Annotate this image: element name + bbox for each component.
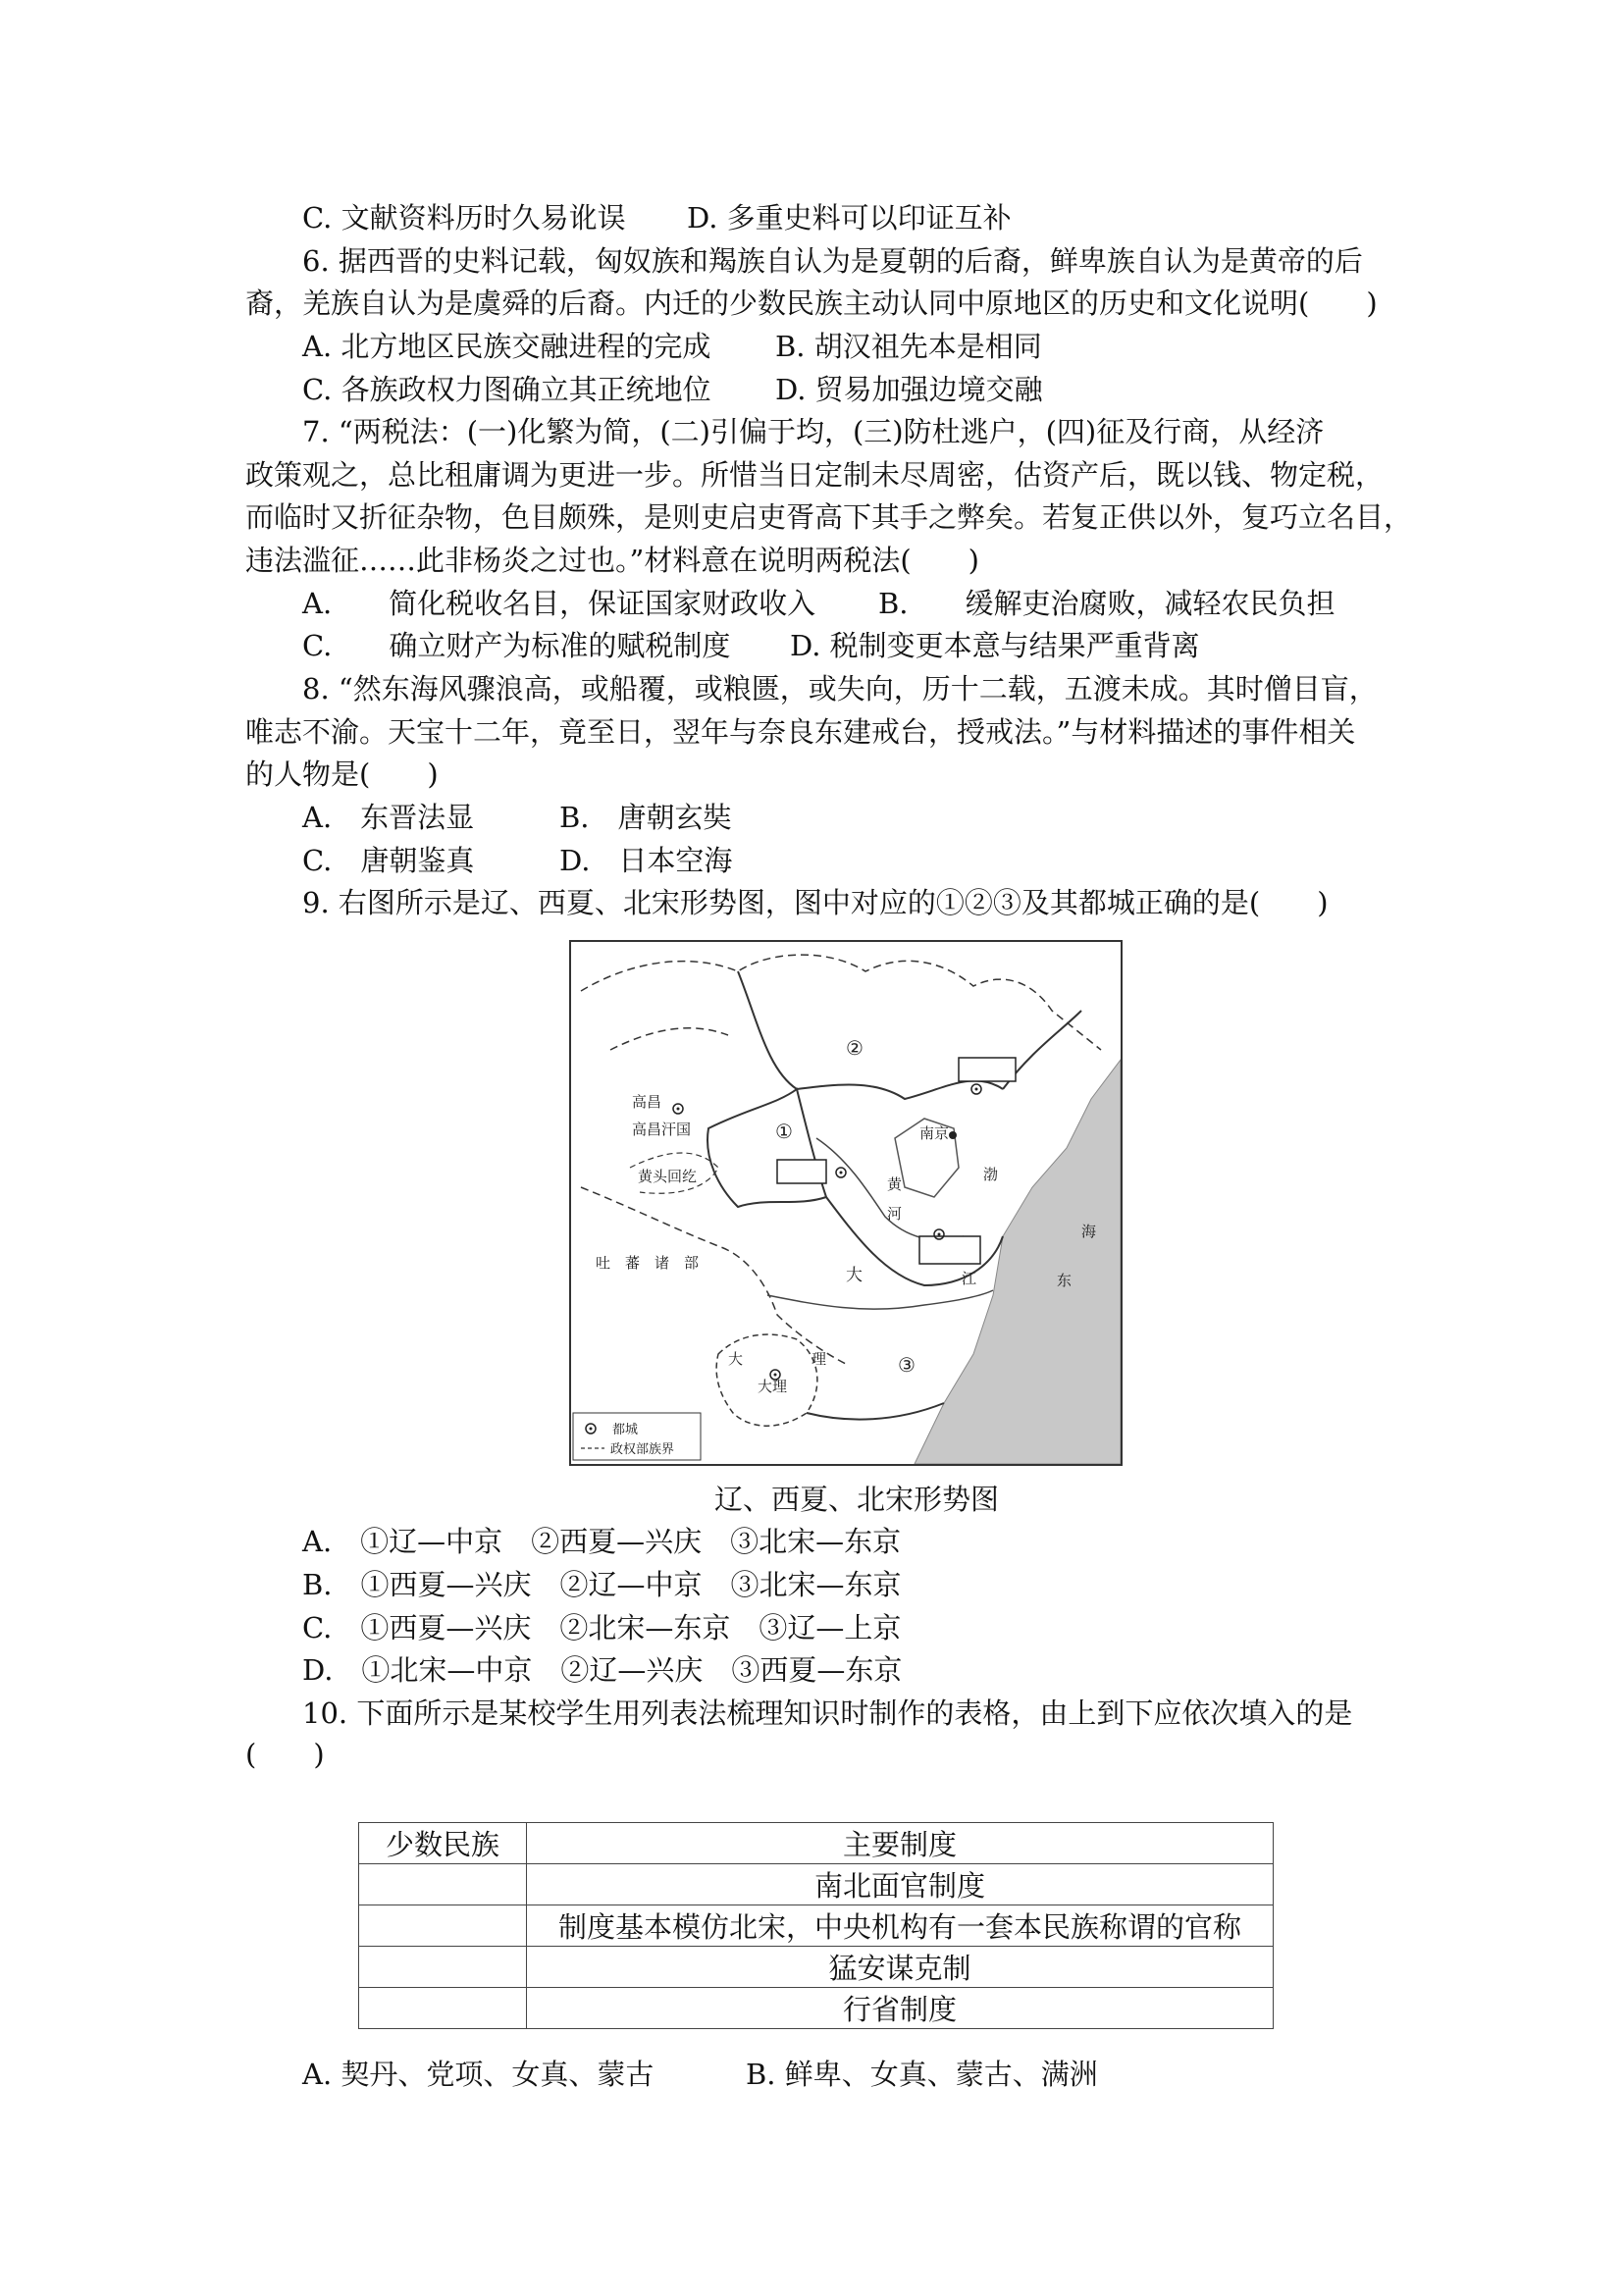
q10-stem-line2: ( ) bbox=[245, 1738, 325, 1771]
table-header-ethnic-group: 少数民族 bbox=[359, 1823, 527, 1864]
table-header-main-system: 主要制度 bbox=[527, 1823, 1274, 1864]
table-cell-system: 行省制度 bbox=[527, 1988, 1274, 2029]
q7-option-a: A. 简化税收名目，保证国家财政收入 bbox=[302, 587, 816, 620]
map-marker-2: ② bbox=[846, 1036, 864, 1060]
q9-option-a: A. ①辽—中京 ②西夏—兴庆 ③北宋—东京 bbox=[302, 1525, 902, 1558]
map-marker-3: ③ bbox=[898, 1353, 916, 1377]
q9-option-c: C. ①西夏—兴庆 ②北宋—东京 ③辽—上京 bbox=[302, 1611, 902, 1644]
map-label-nanjing: 南京 bbox=[919, 1124, 950, 1142]
q10-option-a: A. 契丹、党项、女真、蒙古 bbox=[302, 2058, 654, 2091]
table-cell-blank bbox=[359, 1864, 527, 1905]
q9-option-d: D. ①北宋—中京 ②辽—兴庆 ③西夏—东京 bbox=[302, 1653, 903, 1687]
q7-stem-line1: 7. “两税法：(一)化繁为简，(二)引偏于均，(三)防杜逃户，(四)征及行商，从经济 bbox=[302, 415, 1325, 448]
q7-option-c: C. 确立财产为标准的赋税制度 bbox=[302, 629, 731, 662]
q8-stem-line2: 唯志不渝。天宝十二年，竟至日，翌年与奈良东建戒台，授戒法。”与材料描述的事件相关 bbox=[245, 715, 1356, 749]
table-row bbox=[359, 1988, 1274, 2029]
q7-option-b: B. 缓解吏治腐败，减轻农民负担 bbox=[878, 587, 1335, 620]
table-cell-blank bbox=[359, 1947, 527, 1988]
q9-stem: 9. 右图所示是辽、西夏、北宋形势图，图中对应的①②③及其都城正确的是( ) bbox=[302, 886, 1329, 919]
map-label-gaochang-khanate: 高昌汗国 bbox=[632, 1121, 692, 1138]
q7-stem-line3: 而临时又折征杂物，色目颇殊，是则吏启吏胥高下其手之弊矣。若复正供以外，复巧立名目， bbox=[245, 500, 1413, 534]
q9-option-b: B. ①西夏—兴庆 ②辽—中京 ③北宋—东京 bbox=[302, 1568, 902, 1601]
map-marker-1: ① bbox=[775, 1120, 793, 1143]
q8-option-b: B. 唐朝玄奘 bbox=[559, 801, 732, 834]
q7-stem-line2: 政策观之，总比租庸调为更进一步。所惜当日定制未尽周密，估资产后，既以钱、物定税， bbox=[245, 458, 1385, 492]
q8-option-a: A. 东晋法显 bbox=[302, 801, 475, 834]
table-cell-blank bbox=[359, 1905, 527, 1947]
table-row bbox=[359, 1947, 1274, 1988]
map-label-da-song: 大 bbox=[846, 1266, 863, 1285]
q6-option-c: C. 各族政权力图确立其正统地位 bbox=[302, 373, 711, 406]
map-label-hai: 海 bbox=[1081, 1223, 1097, 1240]
map-legend-capital: 都城 bbox=[612, 1423, 639, 1437]
song-liao-xixia-map bbox=[569, 940, 1123, 1466]
table-cell-system: 猛安谋克制 bbox=[527, 1947, 1274, 1988]
map-label-gaochang: 高昌 bbox=[632, 1093, 662, 1111]
q6-option-b: B. 胡汉祖先本是相同 bbox=[775, 330, 1042, 363]
map-label-li: 理 bbox=[812, 1350, 827, 1368]
q8-stem-line3: 的人物是( ) bbox=[245, 757, 439, 791]
map-legend-border: 政权部族界 bbox=[610, 1442, 675, 1457]
map-label-tubo: 吐 蕃 诸 部 bbox=[596, 1254, 700, 1272]
map-label-bo: 渤 bbox=[983, 1166, 999, 1183]
map-label-huangtou: 黄头回纥 bbox=[638, 1168, 698, 1185]
table-cell-blank bbox=[359, 1988, 527, 2029]
map-label-dong: 东 bbox=[1057, 1272, 1073, 1289]
map-label-huang: 黄 bbox=[887, 1175, 903, 1193]
table-row bbox=[359, 1905, 1274, 1947]
map-label-dali: 大理 bbox=[758, 1378, 788, 1395]
table-header-row bbox=[359, 1823, 1274, 1864]
q7-option-d: D. 税制变更本意与结果严重背离 bbox=[790, 629, 1200, 662]
q7-stem-line4: 违法滥征……此非杨炎之过也。”材料意在说明两税法( ) bbox=[245, 544, 979, 577]
q10-stem-line1: 10. 下面所示是某校学生用列表法梳理知识时制作的表格，由上到下应依次填入的是 bbox=[302, 1696, 1353, 1730]
q6-stem-line1: 6. 据西晋的史料记载，匈奴族和羯族自认为是夏朝的后裔，鲜卑族自认为是黄帝的后 bbox=[302, 244, 1363, 278]
q5-option-c: C. 文献资料历时久易讹误 bbox=[302, 201, 626, 235]
map-caption: 辽、西夏、北宋形势图 bbox=[714, 1483, 1000, 1516]
q5-option-d: D. 多重史料可以印证互补 bbox=[687, 201, 1012, 235]
q6-option-d: D. 贸易加强边境交融 bbox=[775, 373, 1043, 406]
q8-stem-line1: 8. “然东海风骤浪高，或船覆，或粮匮，或失向，历十二载，五渡未成。其时僧目盲， bbox=[302, 672, 1378, 705]
table-row bbox=[359, 1864, 1274, 1905]
table-cell-system: 制度基本模仿北宋，中央机构有一套本民族称谓的官称 bbox=[527, 1905, 1274, 1947]
q8-option-d: D. 日本空海 bbox=[559, 844, 733, 877]
q10-table bbox=[358, 1822, 1274, 2029]
map-label-he: 河 bbox=[887, 1205, 903, 1223]
q10-option-b: B. 鲜卑、女真、蒙古、满洲 bbox=[746, 2058, 1098, 2091]
q6-option-a: A. 北方地区民族交融进程的完成 bbox=[302, 330, 711, 363]
table-cell-system: 南北面官制度 bbox=[527, 1864, 1274, 1905]
map-label-jiang: 江 bbox=[962, 1270, 977, 1287]
q6-stem-line2: 裔，羌族自认为是虞舜的后裔。内迁的少数民族主动认同中原地区的历史和文化说明( ) bbox=[245, 287, 1378, 320]
map-label-da: 大 bbox=[728, 1350, 744, 1368]
q8-option-c: C. 唐朝鉴真 bbox=[302, 844, 475, 877]
